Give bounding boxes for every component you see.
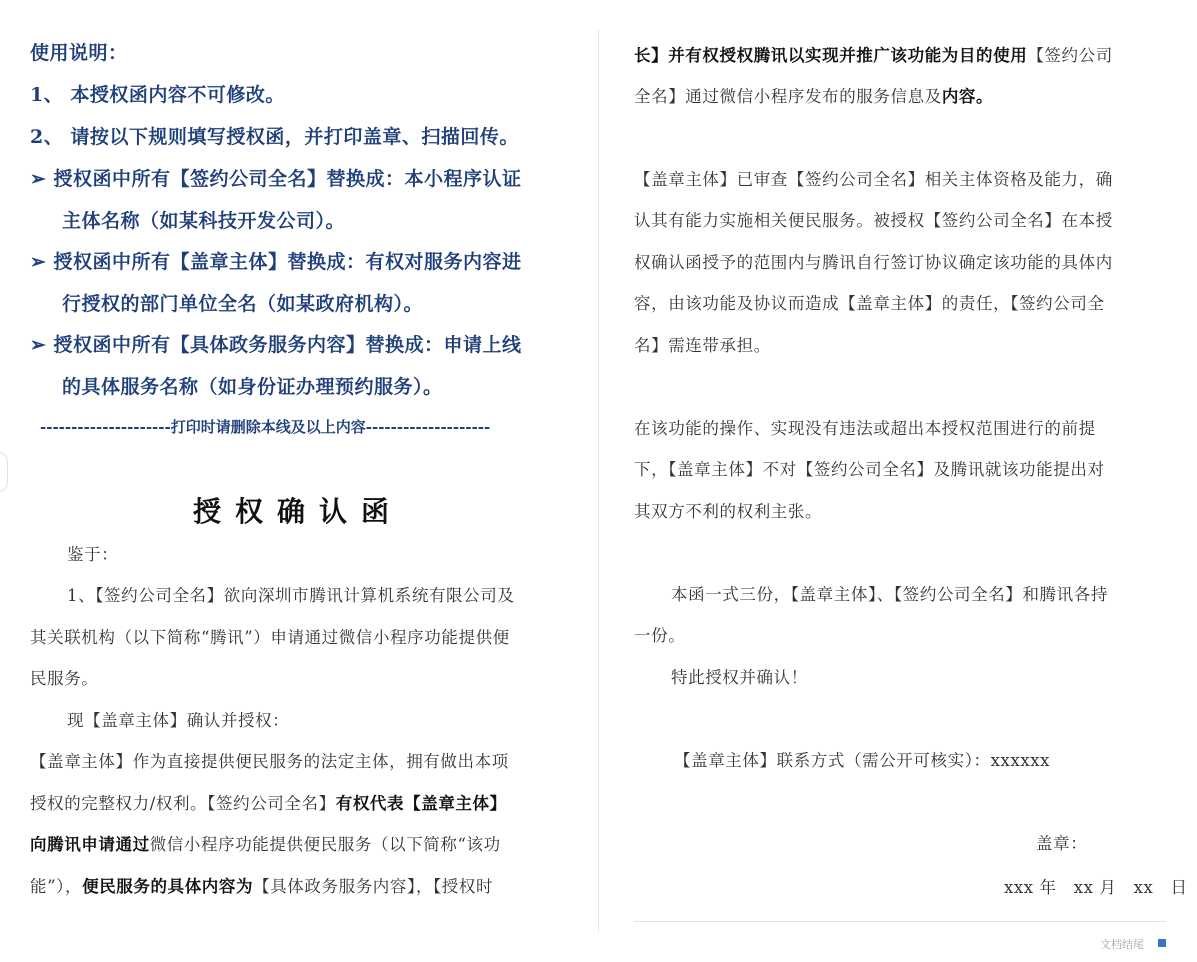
- confirmation-line: 特此授权并确认！: [671, 668, 808, 687]
- paragraph-3-line-1: 【盖章主体】作为直接提供便民服务的法定主体，拥有做出本项: [30, 752, 509, 771]
- paragraph-3-line-2: 授权的完整权力/权利。【签约公司全名】有权代表【盖章主体】: [30, 794, 507, 813]
- right-paragraph-2-line-3: 权确认函授予的范围内与腾讯自行签订协议确定该功能的具体内: [634, 253, 1113, 272]
- right-paragraph-1-line-2: 全名】通过微信小程序发布的服务信息及内容。: [634, 87, 994, 106]
- scroll-handle[interactable]: [0, 452, 8, 492]
- right-paragraph-2-line-2: 认其有能力实施相关便民服务。被授权【签约公司全名】在本授: [634, 211, 1113, 230]
- paragraph-3-line-4: 能”），便民服务的具体内容为【具体政务服务内容】，【授权时: [30, 877, 494, 896]
- letter-title: 授权确认函: [193, 495, 404, 528]
- instruction-item-1: 1、 本授权函内容不可修改。: [30, 84, 285, 106]
- right-paragraph-3-line-2: 下，【盖章主体】不对【签约公司全名】及腾讯就该功能提出对: [634, 460, 1105, 479]
- contact-line: 【盖章主体】联系方式（需公开可核实）：xxxxxx: [674, 751, 1051, 770]
- whereas-label: 鉴于：: [67, 545, 119, 564]
- rule-1-line-2: 主体名称（如某科技开发公司）。: [62, 210, 346, 232]
- paragraph-1-line-2: 其关联机构（以下简称“腾讯”）申请通过微信小程序功能提供便: [30, 628, 510, 647]
- right-paragraph-3-line-3: 其双方不利的权利主张。: [634, 502, 823, 521]
- right-paragraph-3-line-1: 在该功能的操作、实现没有违法或超出本授权范围进行的前提: [634, 419, 1096, 438]
- paragraph-1-line-1: 1、【签约公司全名】欲向深圳市腾讯计算机系统有限公司及: [67, 586, 515, 605]
- instructions-heading: 使用说明：: [30, 42, 128, 64]
- right-paragraph-4-line-2: 一份。: [634, 626, 686, 645]
- bullet-arrow-icon: ➢: [30, 334, 47, 356]
- paragraph-1-line-3: 民服务。: [30, 669, 99, 688]
- rule-2-line-1: ➢ 授权函中所有【盖章主体】替换成：有权对服务内容进: [30, 251, 522, 273]
- bullet-arrow-icon: ➢: [30, 168, 47, 190]
- rule-3-line-2: 的具体服务名称（如身份证办理预约服务）。: [62, 376, 443, 398]
- right-paragraph-2-line-5: 名】需连带承担。: [634, 336, 771, 355]
- paragraph-3-line-3: 向腾讯申请通过微信小程序功能提供便民服务（以下简称“该功: [30, 835, 501, 854]
- right-paragraph-4-line-1: 本函一式三份，【盖章主体】、【签约公司全名】和腾讯各持: [671, 585, 1108, 604]
- rule-1-line-1: ➢ 授权函中所有【签约公司全名】替换成：本小程序认证: [30, 168, 522, 190]
- delete-notice: ---------------------打印时请删除本线及以上内容--------------------: [40, 418, 491, 436]
- right-paragraph-1-line-1: 长】并有权授权腾讯以实现并推广该功能为目的使用【签约公司: [634, 46, 1113, 65]
- page-end-rule: [634, 921, 1166, 922]
- page-end-square-icon: [1158, 939, 1166, 947]
- paragraph-2: 现【盖章主体】确认并授权：: [67, 711, 290, 730]
- right-paragraph-2-line-1: 【盖章主体】已审查【签约公司全名】相关主体资格及能力，确: [634, 170, 1113, 189]
- page-end-label: 文档结尾: [1100, 938, 1144, 951]
- rule-3-line-1: ➢ 授权函中所有【具体政务服务内容】替换成：申请上线: [30, 334, 522, 356]
- bullet-arrow-icon: ➢: [30, 251, 47, 273]
- page-divider: [598, 30, 599, 932]
- right-paragraph-2-line-4: 容，由该功能及协议而造成【盖章主体】的责任，【签约公司全: [634, 294, 1105, 313]
- date-line: xxx 年 xx 月 xx 日: [1004, 878, 1188, 897]
- instruction-item-2: 2、 请按以下规则填写授权函，并打印盖章、扫描回传。: [30, 126, 519, 148]
- seal-label: 盖章：: [1036, 834, 1088, 853]
- rule-2-line-2: 行授权的部门单位全名（如某政府机构）。: [62, 293, 424, 315]
